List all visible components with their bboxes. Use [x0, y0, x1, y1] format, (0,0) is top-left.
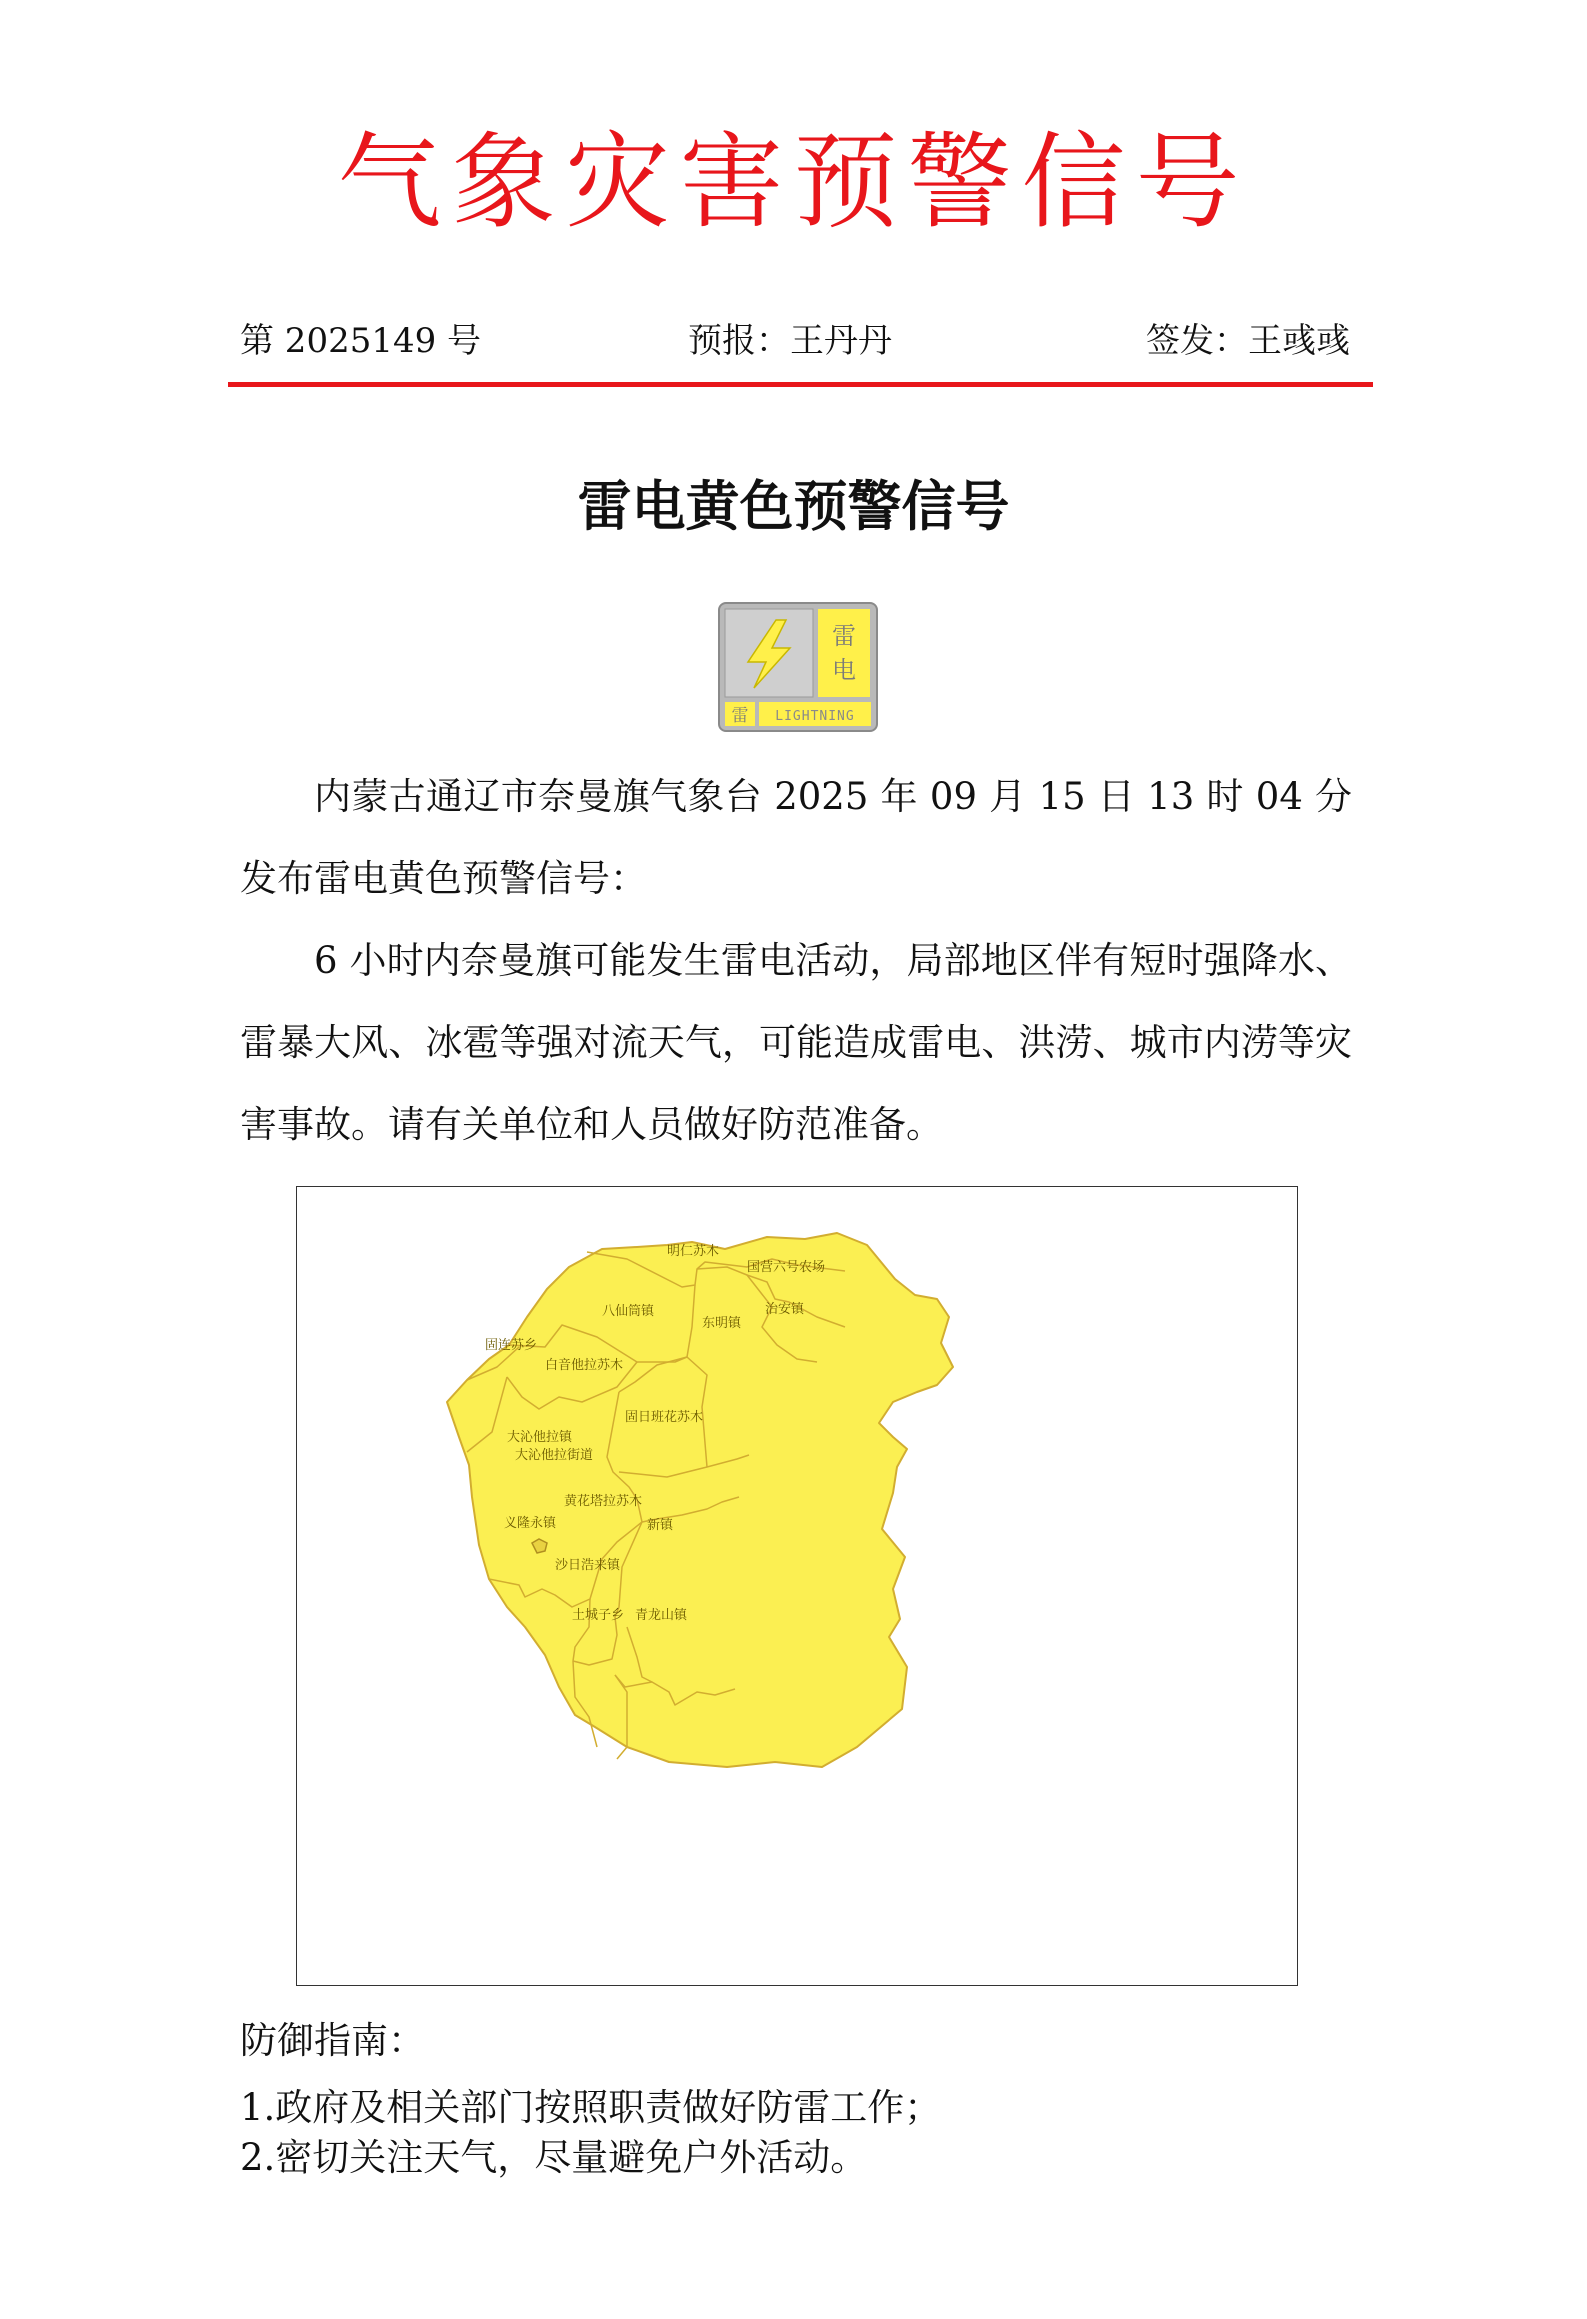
icon-char-small: 雷 — [731, 706, 749, 726]
icon-english-label: LIGHTNING — [775, 709, 855, 724]
map-label-huanghua: 黄花塔拉苏木 — [564, 1494, 643, 1509]
icon-char-top: 雷 — [832, 622, 856, 650]
map-label-shari: 沙日浩来镇 — [555, 1558, 621, 1573]
document-meta-row — [240, 316, 1350, 366]
map-label-xinzhen: 新镇 — [647, 1518, 674, 1533]
warning-issue-paragraph: 内蒙古通辽市奈曼旗气象台 2025 年 09 月 15 日 13 时 04 分发布雷电黄色预警信号： — [240, 775, 1352, 900]
map-label-farm: 国营六号农场 — [747, 1260, 826, 1275]
defense-guide-title: 防御指南： — [240, 2019, 425, 2062]
red-divider — [228, 382, 1373, 387]
map-label-guri: 固日班花苏木 — [625, 1410, 704, 1425]
map-label-minghe: 明仁苏木 — [667, 1244, 720, 1259]
defense-guide-item-2: 2.密切关注天气，尽量避免户外活动。 — [240, 2136, 868, 2179]
warning-title: 雷电黄色预警信号 — [577, 474, 1010, 538]
lightning-yellow-warning-icon — [718, 602, 878, 736]
warning-content-paragraph: 6 小时内奈曼旗可能发生雷电活动，局部地区伴有短时强降水、雷暴大风、冰雹等强对流天气，可能造成雷电、洪涝、城市内涝等灾害事故。请有关单位和人员做好防范准备。 — [240, 939, 1352, 1146]
map-label-yilong: 义隆永镇 — [504, 1516, 557, 1531]
map-label-baiyin: 白音他拉苏木 — [545, 1358, 624, 1373]
defense-guide-item-1: 1.政府及相关部门按照职责做好防雷工作； — [240, 2086, 942, 2129]
map-label-zhian: 治安镇 — [765, 1302, 805, 1317]
map-label-bashen: 八仙筒镇 — [602, 1304, 655, 1319]
map-label-qinglong: 青龙山镇 — [635, 1608, 688, 1623]
map-label-daqinjd: 大沁他拉街道 — [515, 1448, 594, 1463]
map-label-daqin: 大沁他拉镇 — [507, 1430, 573, 1445]
map-label-tucheng: 土城子乡 — [572, 1608, 625, 1623]
forecaster: 预报：王丹丹 — [688, 321, 892, 361]
document-number: 第 2025149 号 — [240, 321, 482, 361]
icon-char-mid: 电 — [832, 656, 856, 684]
issuer: 签发：王彧彧 — [1146, 321, 1350, 361]
warning-area-map — [296, 1186, 1298, 1986]
document-title: 气象灾害预警信号 — [337, 121, 1250, 243]
map-label-gulian: 固连苏乡 — [485, 1338, 538, 1353]
map-label-dongming: 东明镇 — [702, 1316, 742, 1331]
map-region-outline — [447, 1233, 953, 1767]
